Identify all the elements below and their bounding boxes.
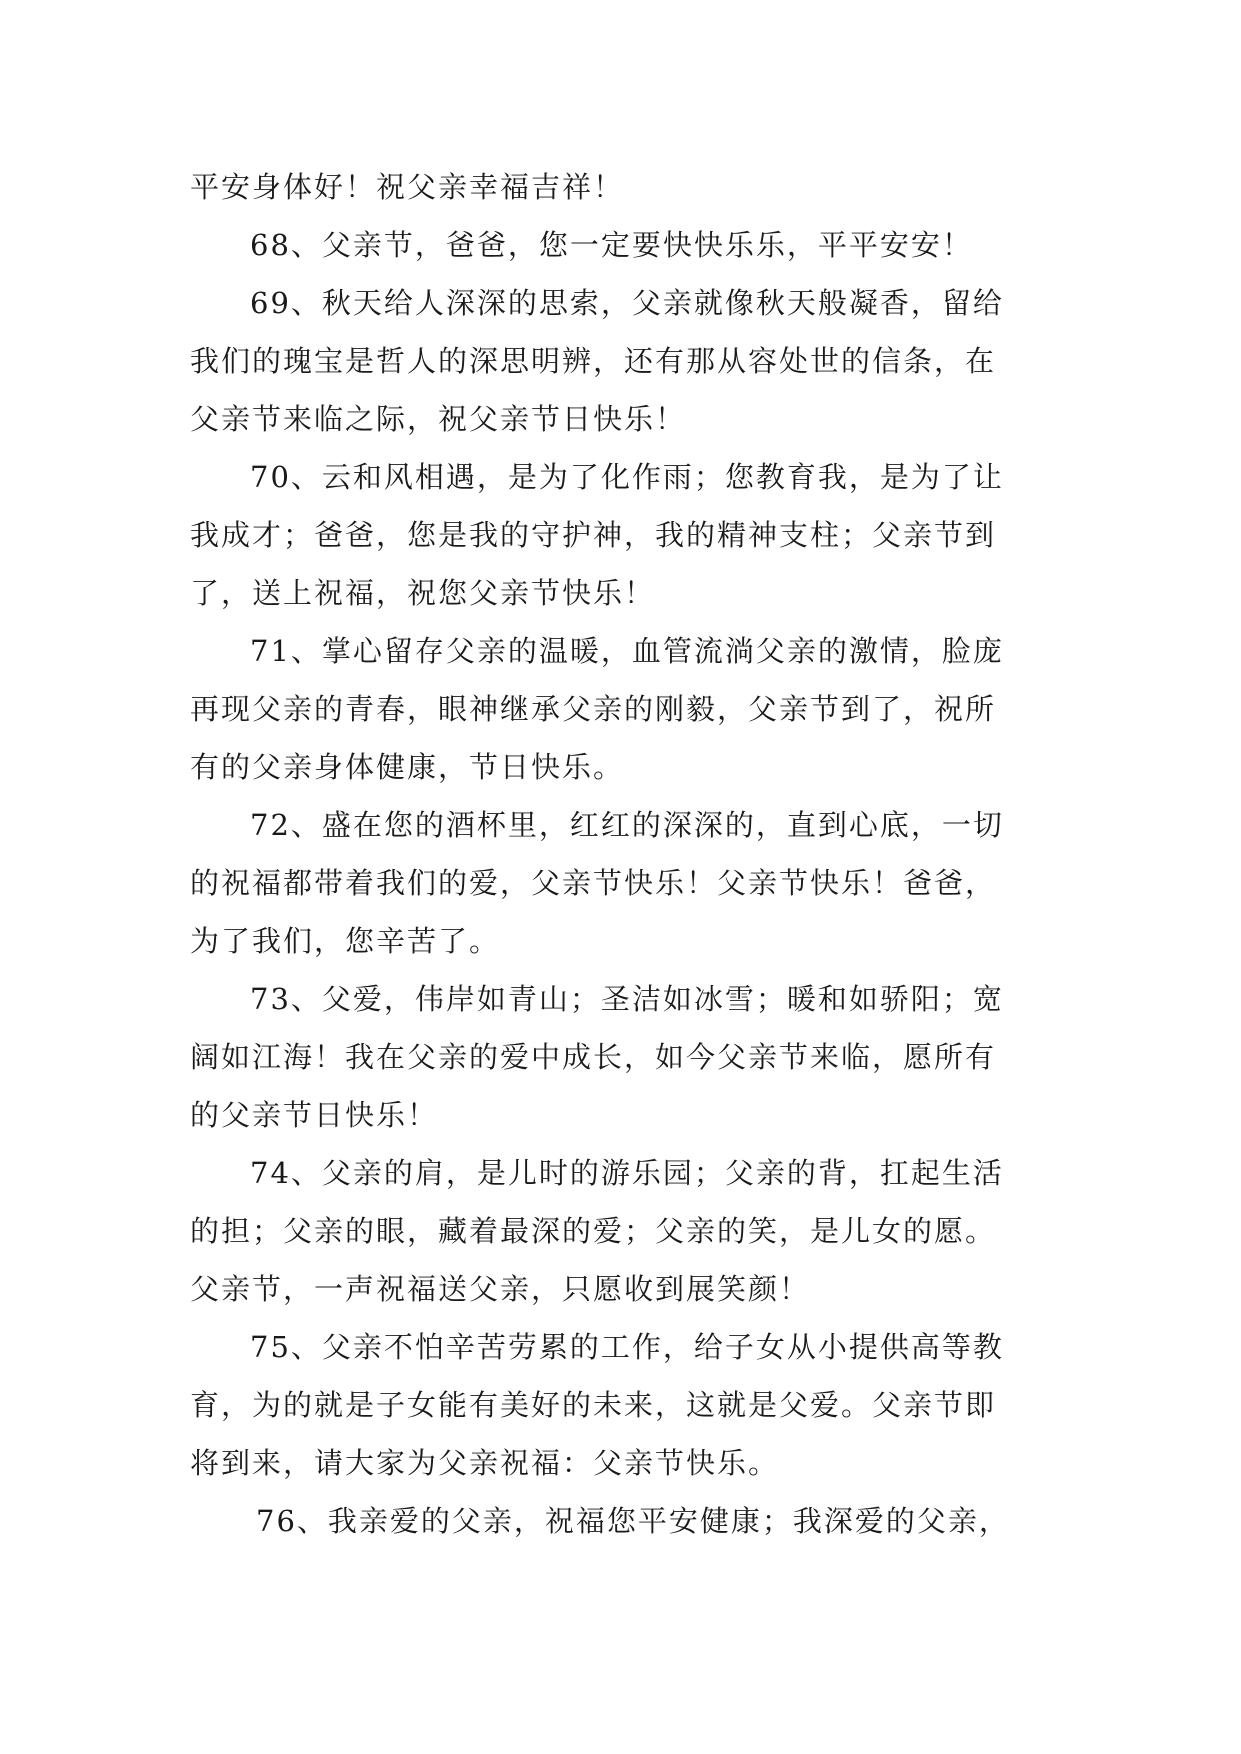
paragraph-70-line-1: 70、云和风相遇，是为了化作雨；您教育我，是为了让 bbox=[250, 460, 1004, 494]
paragraph-73-line-3: 的父亲节日快乐！ bbox=[190, 1098, 439, 1132]
paragraph-75-line-2: 育，为的就是子女能有美好的未来，这就是父爱。父亲节即 bbox=[190, 1388, 997, 1422]
paragraph-71-line-2: 再现父亲的青春，眼神继承父亲的刚毅，父亲节到了，祝所 bbox=[190, 692, 997, 726]
paragraph-71-line-1: 71、掌心留存父亲的温暖，血管流淌父亲的激情，脸庞 bbox=[250, 634, 1004, 668]
paragraph-70-line-2: 我成才；爸爸，您是我的守护神，我的精神支柱；父亲节到 bbox=[190, 518, 997, 552]
paragraph-69-line-3: 父亲节来临之际，祝父亲节日快乐！ bbox=[190, 402, 687, 436]
paragraph-74-line-1: 74、父亲的肩，是儿时的游乐园；父亲的背，扛起生活 bbox=[250, 1156, 1004, 1190]
paragraph-72-line-1: 72、盛在您的酒杯里，红红的深深的，直到心底，一切 bbox=[250, 808, 1004, 842]
paragraph-72-line-2: 的祝福都带着我们的爱，父亲节快乐！父亲节快乐！爸爸， bbox=[190, 866, 997, 900]
paragraph-71-line-3: 有的父亲身体健康，节日快乐。 bbox=[190, 750, 625, 784]
paragraph-72-line-3: 为了我们，您辛苦了。 bbox=[190, 924, 501, 958]
paragraph-74-line-2: 的担；父亲的眼，藏着最深的爱；父亲的笑，是儿女的愿。 bbox=[190, 1214, 997, 1248]
paragraph-69-line-2: 我们的瑰宝是哲人的深思明辨，还有那从容处世的信条，在 bbox=[190, 344, 997, 378]
paragraph-73-line-1: 73、父爱，伟岸如青山；圣洁如冰雪；暖和如骄阳；宽 bbox=[250, 982, 1004, 1016]
paragraph-69-line-1: 69、秋天给人深深的思索，父亲就像秋天般凝香，留给 bbox=[250, 286, 1004, 320]
continuation-line: 平安身体好！祝父亲幸福吉祥！ bbox=[190, 170, 625, 204]
paragraph-75-line-1: 75、父亲不怕辛苦劳累的工作，给子女从小提供高等教 bbox=[250, 1330, 1004, 1364]
paragraph-76-line-1: 76、我亲爱的父亲，祝福您平安健康；我深爱的父亲， bbox=[256, 1504, 1010, 1538]
paragraph-68-line-1: 68、父亲节，爸爸，您一定要快快乐乐，平平安安！ bbox=[250, 228, 973, 262]
paragraph-70-line-3: 了，送上祝福，祝您父亲节快乐！ bbox=[190, 576, 656, 610]
paragraph-75-line-3: 将到来，请大家为父亲祝福：父亲节快乐。 bbox=[190, 1446, 780, 1480]
paragraph-74-line-3: 父亲节，一声祝福送父亲，只愿收到展笑颜！ bbox=[190, 1272, 811, 1306]
paragraph-73-line-2: 阔如江海！我在父亲的爱中成长，如今父亲节来临，愿所有 bbox=[190, 1040, 997, 1074]
document-body bbox=[190, 158, 1060, 1550]
